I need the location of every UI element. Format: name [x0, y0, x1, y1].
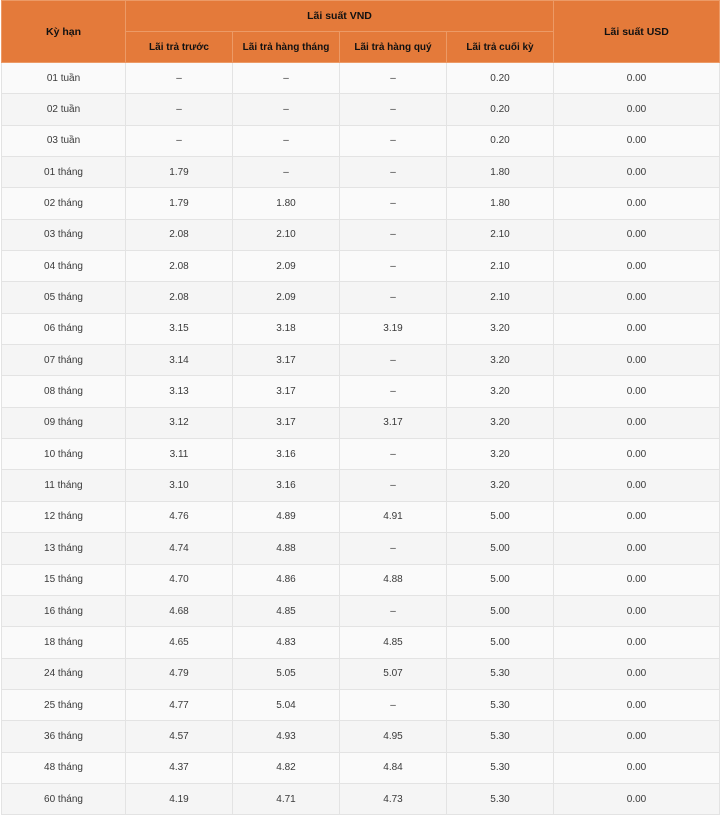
cell-term: 07 tháng — [2, 345, 126, 376]
cell-vnd-quarterly: 4.73 — [340, 783, 447, 814]
cell-vnd-quarterly: – — [340, 219, 447, 250]
cell-term: 03 tuần — [2, 125, 126, 156]
cell-vnd-prepaid: – — [126, 94, 233, 125]
cell-vnd-quarterly: – — [340, 439, 447, 470]
table-row — [2, 564, 720, 595]
cell-term: 08 tháng — [2, 376, 126, 407]
table-row — [2, 188, 720, 219]
cell-vnd-prepaid: 4.70 — [126, 564, 233, 595]
table-row — [2, 470, 720, 501]
table-row — [2, 595, 720, 626]
cell-vnd-quarterly: 4.85 — [340, 627, 447, 658]
cell-usd: 0.00 — [554, 251, 720, 282]
cell-usd: 0.00 — [554, 94, 720, 125]
cell-usd: 0.00 — [554, 501, 720, 532]
cell-usd: 0.00 — [554, 564, 720, 595]
cell-term: 05 tháng — [2, 282, 126, 313]
cell-vnd-end: 1.80 — [447, 157, 554, 188]
cell-term: 25 tháng — [2, 689, 126, 720]
cell-vnd-end: 1.80 — [447, 188, 554, 219]
cell-vnd-quarterly: – — [340, 63, 447, 94]
cell-usd: 0.00 — [554, 533, 720, 564]
cell-vnd-monthly: – — [233, 157, 340, 188]
cell-term: 48 tháng — [2, 752, 126, 783]
cell-usd: 0.00 — [554, 282, 720, 313]
cell-vnd-prepaid: 2.08 — [126, 219, 233, 250]
cell-vnd-end: 5.30 — [447, 689, 554, 720]
cell-vnd-prepaid: 4.74 — [126, 533, 233, 564]
cell-vnd-monthly: 3.17 — [233, 407, 340, 438]
cell-vnd-monthly: 3.17 — [233, 376, 340, 407]
cell-vnd-quarterly: – — [340, 595, 447, 626]
cell-vnd-prepaid: 4.76 — [126, 501, 233, 532]
table-row — [2, 219, 720, 250]
cell-term: 15 tháng — [2, 564, 126, 595]
cell-vnd-prepaid: 4.37 — [126, 752, 233, 783]
cell-term: 01 tuần — [2, 63, 126, 94]
cell-term: 13 tháng — [2, 533, 126, 564]
cell-term: 11 tháng — [2, 470, 126, 501]
cell-term: 36 tháng — [2, 721, 126, 752]
cell-vnd-monthly: – — [233, 63, 340, 94]
cell-vnd-prepaid: 4.65 — [126, 627, 233, 658]
cell-vnd-end: 2.10 — [447, 251, 554, 282]
cell-vnd-end: 5.30 — [447, 721, 554, 752]
cell-vnd-prepaid: 3.12 — [126, 407, 233, 438]
cell-vnd-end: 5.00 — [447, 501, 554, 532]
cell-vnd-quarterly: – — [340, 94, 447, 125]
table-row — [2, 721, 720, 752]
table-row — [2, 376, 720, 407]
cell-usd: 0.00 — [554, 439, 720, 470]
table-header — [2, 1, 720, 63]
cell-usd: 0.00 — [554, 345, 720, 376]
cell-vnd-quarterly: – — [340, 251, 447, 282]
cell-vnd-quarterly: – — [340, 345, 447, 376]
cell-vnd-end: 5.30 — [447, 752, 554, 783]
cell-term: 18 tháng — [2, 627, 126, 658]
cell-vnd-prepaid: 4.79 — [126, 658, 233, 689]
cell-term: 01 tháng — [2, 157, 126, 188]
cell-vnd-quarterly: 4.95 — [340, 721, 447, 752]
cell-usd: 0.00 — [554, 595, 720, 626]
cell-usd: 0.00 — [554, 376, 720, 407]
cell-vnd-prepaid: 4.68 — [126, 595, 233, 626]
cell-vnd-monthly: 3.18 — [233, 313, 340, 344]
cell-term: 60 tháng — [2, 783, 126, 814]
cell-vnd-prepaid: 1.79 — [126, 157, 233, 188]
table-row — [2, 783, 720, 814]
cell-vnd-end: 2.10 — [447, 219, 554, 250]
cell-vnd-monthly: 4.86 — [233, 564, 340, 595]
table-row — [2, 533, 720, 564]
cell-vnd-prepaid: – — [126, 125, 233, 156]
cell-vnd-monthly: 3.16 — [233, 470, 340, 501]
cell-vnd-monthly: 2.10 — [233, 219, 340, 250]
cell-usd: 0.00 — [554, 627, 720, 658]
cell-vnd-prepaid: 3.11 — [126, 439, 233, 470]
cell-vnd-end: 3.20 — [447, 313, 554, 344]
cell-vnd-quarterly: 3.19 — [340, 313, 447, 344]
cell-usd: 0.00 — [554, 470, 720, 501]
cell-vnd-prepaid: 1.79 — [126, 188, 233, 219]
cell-term: 24 tháng — [2, 658, 126, 689]
header-vnd-quarterly: Lãi trả hàng quý — [340, 32, 447, 63]
cell-term: 02 tuần — [2, 94, 126, 125]
cell-vnd-quarterly: – — [340, 282, 447, 313]
cell-vnd-quarterly: – — [340, 188, 447, 219]
cell-usd: 0.00 — [554, 752, 720, 783]
cell-vnd-monthly: 2.09 — [233, 251, 340, 282]
cell-vnd-quarterly: – — [340, 689, 447, 720]
cell-term: 02 tháng — [2, 188, 126, 219]
table-row — [2, 689, 720, 720]
cell-vnd-quarterly: – — [340, 376, 447, 407]
cell-vnd-quarterly: 3.17 — [340, 407, 447, 438]
cell-vnd-monthly: – — [233, 125, 340, 156]
cell-vnd-quarterly: 4.91 — [340, 501, 447, 532]
cell-vnd-end: 3.20 — [447, 345, 554, 376]
cell-vnd-end: 5.00 — [447, 627, 554, 658]
table-row — [2, 94, 720, 125]
table-row — [2, 125, 720, 156]
cell-vnd-monthly: 4.93 — [233, 721, 340, 752]
cell-vnd-prepaid: 3.14 — [126, 345, 233, 376]
cell-vnd-quarterly: 5.07 — [340, 658, 447, 689]
table-body — [2, 63, 720, 815]
cell-vnd-quarterly: 4.88 — [340, 564, 447, 595]
cell-vnd-quarterly: – — [340, 470, 447, 501]
cell-usd: 0.00 — [554, 313, 720, 344]
header-term: Kỳ hạn — [2, 1, 126, 63]
table-row — [2, 658, 720, 689]
cell-vnd-monthly: 4.88 — [233, 533, 340, 564]
cell-vnd-end: 2.10 — [447, 282, 554, 313]
cell-vnd-end: 5.00 — [447, 564, 554, 595]
cell-vnd-prepaid: 2.08 — [126, 282, 233, 313]
table-row — [2, 752, 720, 783]
cell-term: 03 tháng — [2, 219, 126, 250]
cell-vnd-end: 3.20 — [447, 407, 554, 438]
interest-rate-table — [1, 0, 720, 815]
cell-vnd-monthly: 5.04 — [233, 689, 340, 720]
table-row — [2, 627, 720, 658]
cell-term: 16 tháng — [2, 595, 126, 626]
cell-vnd-quarterly: – — [340, 157, 447, 188]
cell-term: 10 tháng — [2, 439, 126, 470]
cell-vnd-prepaid: 3.15 — [126, 313, 233, 344]
cell-term: 09 tháng — [2, 407, 126, 438]
cell-vnd-prepaid: 2.08 — [126, 251, 233, 282]
cell-vnd-prepaid: 3.13 — [126, 376, 233, 407]
cell-vnd-end: 0.20 — [447, 94, 554, 125]
cell-vnd-end: 0.20 — [447, 125, 554, 156]
table-row — [2, 313, 720, 344]
table-row — [2, 407, 720, 438]
cell-vnd-monthly: 1.80 — [233, 188, 340, 219]
cell-vnd-end: 3.20 — [447, 376, 554, 407]
header-usd: Lãi suất USD — [554, 1, 720, 63]
cell-vnd-end: 5.30 — [447, 658, 554, 689]
table-row — [2, 63, 720, 94]
cell-usd: 0.00 — [554, 407, 720, 438]
cell-vnd-monthly: – — [233, 94, 340, 125]
table-row — [2, 282, 720, 313]
cell-vnd-quarterly: – — [340, 533, 447, 564]
cell-term: 04 tháng — [2, 251, 126, 282]
table-row — [2, 345, 720, 376]
cell-usd: 0.00 — [554, 125, 720, 156]
cell-vnd-end: 3.20 — [447, 470, 554, 501]
cell-usd: 0.00 — [554, 188, 720, 219]
cell-vnd-monthly: 5.05 — [233, 658, 340, 689]
header-vnd-prepaid: Lãi trả trước — [126, 32, 233, 63]
cell-term: 06 tháng — [2, 313, 126, 344]
cell-vnd-monthly: 4.89 — [233, 501, 340, 532]
header-vnd-monthly: Lãi trả hàng tháng — [233, 32, 340, 63]
cell-vnd-monthly: 2.09 — [233, 282, 340, 313]
cell-vnd-monthly: 4.82 — [233, 752, 340, 783]
header-vnd-group: Lãi suất VND — [126, 1, 554, 32]
cell-usd: 0.00 — [554, 219, 720, 250]
cell-vnd-end: 0.20 — [447, 63, 554, 94]
cell-vnd-quarterly: 4.84 — [340, 752, 447, 783]
cell-vnd-monthly: 4.83 — [233, 627, 340, 658]
cell-vnd-monthly: 4.71 — [233, 783, 340, 814]
header-vnd-end: Lãi trả cuối kỳ — [447, 32, 554, 63]
cell-vnd-prepaid: 4.77 — [126, 689, 233, 720]
cell-vnd-monthly: 3.16 — [233, 439, 340, 470]
cell-vnd-monthly: 4.85 — [233, 595, 340, 626]
cell-vnd-end: 5.30 — [447, 783, 554, 814]
cell-vnd-quarterly: – — [340, 125, 447, 156]
cell-vnd-end: 3.20 — [447, 439, 554, 470]
cell-usd: 0.00 — [554, 658, 720, 689]
table-row — [2, 157, 720, 188]
cell-usd: 0.00 — [554, 63, 720, 94]
table-row — [2, 251, 720, 282]
cell-vnd-prepaid: 4.19 — [126, 783, 233, 814]
cell-usd: 0.00 — [554, 689, 720, 720]
cell-usd: 0.00 — [554, 157, 720, 188]
cell-vnd-end: 5.00 — [447, 533, 554, 564]
cell-vnd-prepaid: – — [126, 63, 233, 94]
cell-usd: 0.00 — [554, 721, 720, 752]
cell-vnd-prepaid: 4.57 — [126, 721, 233, 752]
cell-vnd-end: 5.00 — [447, 595, 554, 626]
cell-vnd-prepaid: 3.10 — [126, 470, 233, 501]
table-row — [2, 501, 720, 532]
table-row — [2, 439, 720, 470]
cell-term: 12 tháng — [2, 501, 126, 532]
cell-vnd-monthly: 3.17 — [233, 345, 340, 376]
cell-usd: 0.00 — [554, 783, 720, 814]
